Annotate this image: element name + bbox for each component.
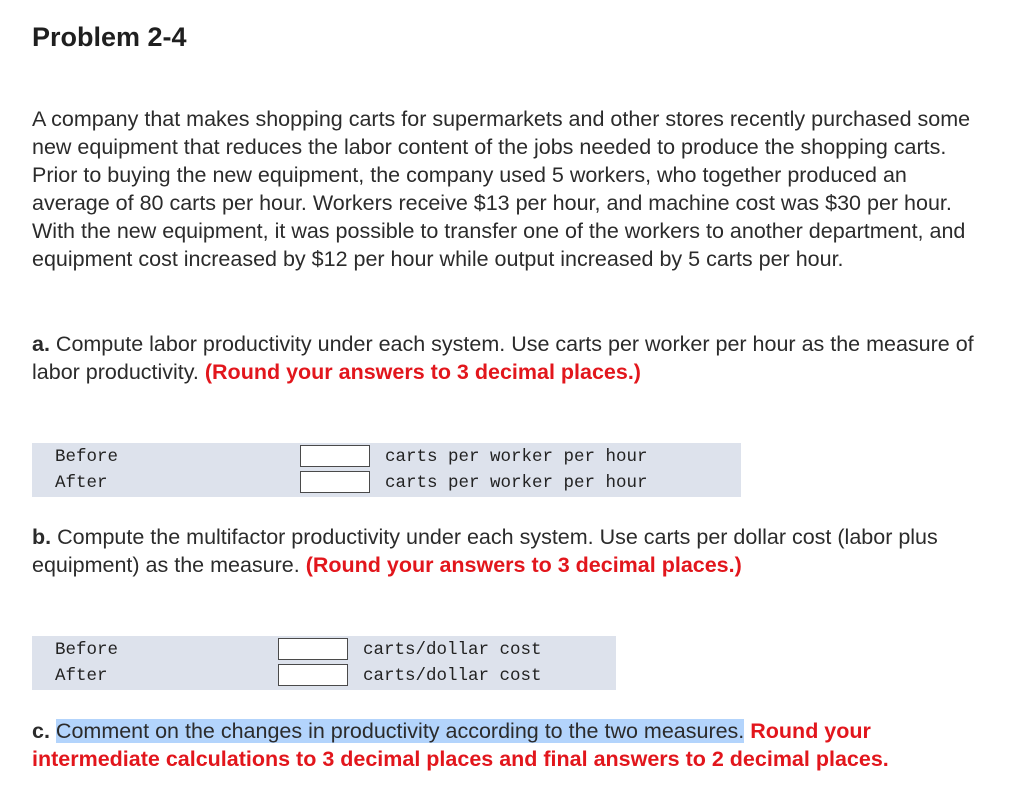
row-label: After xyxy=(55,473,108,493)
part-b-answer-table xyxy=(32,636,616,690)
part-c-text-selected: Comment on the changes in productivity according to the two measures. xyxy=(55,719,745,743)
part-c-letter: c. xyxy=(32,719,50,743)
part-c-question xyxy=(32,717,982,773)
problem-statement: A company that makes shopping carts for supermarkets and other stores recently purchased some new equipment that reduces the labor content of the jobs needed to produce the shopping carts. Prior to buying the new equipment, the company used 5 workers, who together produced an average of 80 carts per hour. Workers receive $13 per hour, and machine cost was $30 per hour. With the new equipment, it was possible to transfer one of the workers to another department, and equipment cost increased by $12 per hour while output increased by 5 carts per hour. xyxy=(32,107,971,271)
row-label: Before xyxy=(55,640,119,660)
part-a-after-input[interactable] xyxy=(300,471,370,493)
part-a-letter: a. xyxy=(32,332,50,356)
part-a-before-input[interactable] xyxy=(300,445,370,467)
part-b-instruction: (Round your answers to 3 decimal places.) xyxy=(305,553,742,577)
part-b-after-input[interactable] xyxy=(278,664,348,686)
problem-title: Problem 2-4 xyxy=(32,22,187,52)
part-b-row-after xyxy=(32,664,616,690)
part-a-answer-table xyxy=(32,443,741,497)
part-a-question xyxy=(32,330,982,386)
row-label: After xyxy=(55,666,108,686)
row-label: Before xyxy=(55,447,119,467)
part-a-instruction: (Round your answers to 3 decimal places.) xyxy=(204,360,641,384)
part-a-row-before xyxy=(32,445,741,471)
part-b-row-before xyxy=(32,638,616,664)
unit-label: carts/dollar cost xyxy=(363,666,542,686)
part-a-row-after xyxy=(32,471,741,497)
unit-label: carts/dollar cost xyxy=(363,640,542,660)
part-b-letter: b. xyxy=(32,525,52,549)
part-c-instruction: Round your intermediate calculations to 3 decimal places and final answers to 2 decimal places. xyxy=(32,719,889,771)
part-b-question xyxy=(32,523,982,579)
unit-label: carts per worker per hour xyxy=(385,447,648,467)
part-b-before-input[interactable] xyxy=(278,638,348,660)
part-a-text: Compute labor productivity under each system. Use carts per worker per hour as the measure of labor productivity. xyxy=(32,332,974,384)
part-b-text: Compute the multifactor productivity under each system. Use carts per dollar cost (labor plus equipment) as the measure. xyxy=(32,525,938,577)
unit-label: carts per worker per hour xyxy=(385,473,648,493)
